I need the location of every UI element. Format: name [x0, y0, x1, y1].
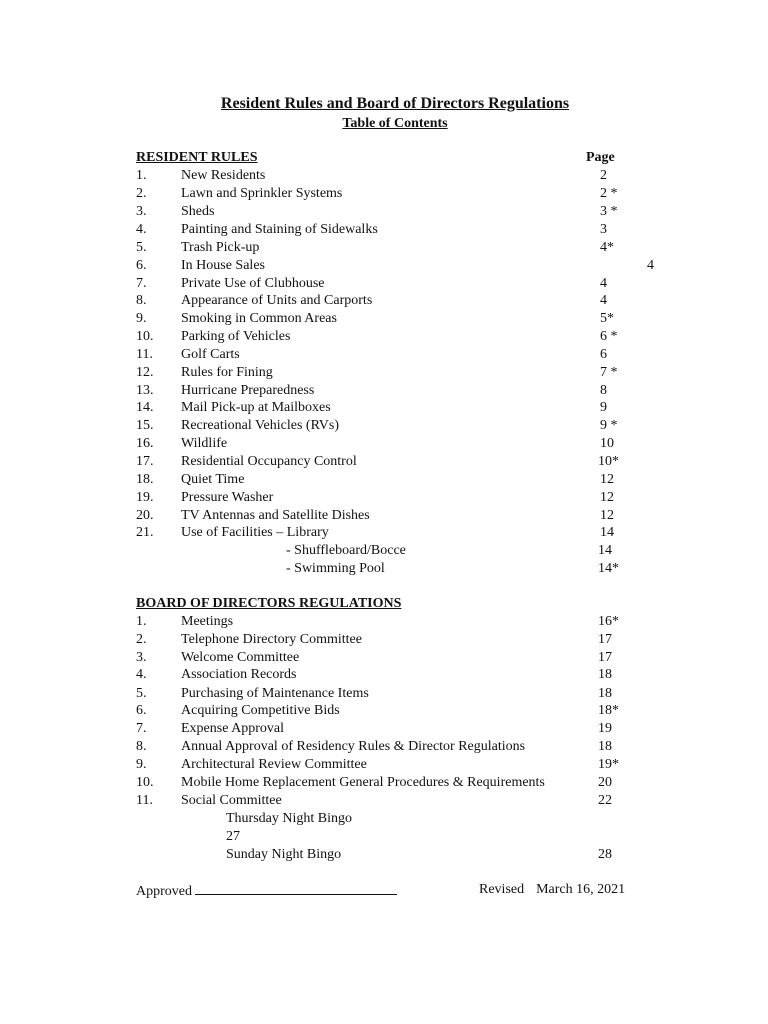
toc-entry: [0, 310, 768, 328]
entry-page-number: 10: [600, 436, 614, 451]
entry-number: 12.: [136, 365, 154, 380]
entry-number: 3.: [136, 204, 147, 219]
entry-number: 5.: [136, 240, 147, 255]
entry-number: 2.: [136, 632, 147, 647]
entry-title: Appearance of Units and Carports: [181, 293, 373, 308]
entry-number: 2.: [136, 186, 147, 201]
entry-title: Private Use of Clubhouse: [181, 276, 325, 291]
toc-entry: [0, 613, 768, 631]
entry-title: Meetings: [181, 614, 234, 629]
entry-page-number: 14: [600, 525, 614, 540]
entry-page-number: 3: [600, 222, 607, 237]
entry-title: Annual Approval of Residency Rules & Director Regulations: [181, 739, 526, 754]
entry-page-number: 12: [600, 472, 614, 487]
entry-title: Sunday Night Bingo: [226, 847, 342, 862]
toc-entry: [0, 524, 768, 542]
entry-number: 4.: [136, 222, 147, 237]
entry-title: Telephone Directory Committee: [181, 632, 362, 647]
entry-title: Recreational Vehicles (RVs): [181, 418, 340, 433]
entry-number: 8.: [136, 293, 147, 308]
entry-title: Rules for Fining: [181, 365, 273, 380]
entry-page-number: 2 *: [600, 186, 618, 201]
toc-entry: [0, 346, 768, 364]
entry-title: Trash Pick-up: [181, 240, 260, 255]
toc-entry: [0, 792, 768, 810]
entry-page-number: 9 *: [600, 418, 618, 433]
revised-line: [479, 881, 625, 899]
entry-title: Wildlife: [181, 436, 228, 451]
entry-number: 9.: [136, 757, 147, 772]
approved-line: [136, 881, 397, 901]
entry-page-number: 14: [598, 543, 612, 558]
entry-title: - Shuffleboard/Bocce: [286, 543, 406, 558]
entry-page-number: 9: [600, 400, 607, 415]
entry-page-number: 19: [598, 721, 612, 736]
resident-rules-heading: RESIDENT RULES: [136, 150, 258, 165]
entry-number: 4.: [136, 667, 147, 682]
toc-entry: [0, 702, 768, 720]
entry-page-number: 6: [600, 347, 607, 362]
entry-title: Thursday Night Bingo: [226, 811, 352, 826]
entry-number: 21.: [136, 525, 154, 540]
entry-page-number: 3 *: [600, 204, 618, 219]
entry-number: 13.: [136, 383, 154, 398]
entry-page-number: 4: [600, 276, 607, 291]
entry-page-number: 19*: [598, 757, 619, 772]
entry-page-number: 18*: [598, 703, 619, 718]
entry-title: Acquiring Competitive Bids: [181, 703, 340, 718]
toc-entry: [0, 774, 768, 792]
entry-page-number: 10*: [598, 454, 619, 469]
entry-title: Golf Carts: [181, 347, 240, 362]
toc-entry: [0, 292, 768, 310]
entry-number: 19.: [136, 490, 154, 505]
entry-page-number: 22: [598, 793, 612, 808]
entry-title: TV Antennas and Satellite Dishes: [181, 508, 370, 523]
toc-entry: [0, 453, 768, 471]
entry-page-number: 2: [600, 168, 607, 183]
entry-number: 7.: [136, 276, 147, 291]
entry-page-number: 28: [598, 847, 612, 862]
entry-title: Architectural Review Committee: [181, 757, 367, 772]
toc-sub-entry: [0, 846, 768, 864]
entry-number: 1.: [136, 168, 147, 183]
entry-title: Mobile Home Replacement General Procedures & Requirements: [181, 775, 545, 790]
toc-entry: [0, 257, 768, 275]
toc-entry: [0, 382, 768, 400]
entry-number: 16.: [136, 436, 154, 451]
document-title: Resident Rules and Board of Directors Regulations: [220, 95, 570, 112]
page-column-header: Page: [586, 150, 615, 165]
toc-entry: [0, 399, 768, 417]
entry-number: 1.: [136, 614, 147, 629]
toc-sub-entry: [0, 542, 768, 560]
toc-entry: [0, 221, 768, 239]
toc-entry: [0, 489, 768, 507]
entry-page-number: 4*: [600, 240, 614, 255]
entry-number: 6.: [136, 258, 147, 273]
entry-number: 5.: [136, 686, 147, 701]
signature-blank: [195, 881, 397, 895]
entry-number: 17.: [136, 454, 154, 469]
toc-entry: [0, 720, 768, 738]
approved-label: Approved: [136, 884, 192, 899]
entry-title: Pressure Washer: [181, 490, 274, 505]
entry-title: Welcome Committee: [181, 650, 300, 665]
entry-title: In House Sales: [181, 258, 265, 273]
board-regulations-heading: BOARD OF DIRECTORS REGULATIONS: [136, 596, 402, 611]
entry-number: 11.: [136, 793, 153, 808]
entry-page-number: 14*: [598, 561, 619, 576]
entry-page-number: 27: [226, 829, 240, 844]
entry-title: Parking of Vehicles: [181, 329, 291, 344]
entry-page-number: 7 *: [600, 365, 618, 380]
toc-entry: [0, 185, 768, 203]
entry-page-number: 4: [600, 293, 607, 308]
entry-title: Mail Pick-up at Mailboxes: [181, 400, 331, 415]
toc-sub-entry: [0, 810, 768, 844]
entry-page-number: 17: [598, 632, 612, 647]
toc-entry: [0, 435, 768, 453]
toc-entry: [0, 417, 768, 435]
entry-number: 20.: [136, 508, 154, 523]
revised-date: March 16, 2021: [536, 882, 626, 897]
toc-sub-entry: [0, 560, 768, 578]
entry-number: 11.: [136, 347, 153, 362]
entry-title: Hurricane Preparedness: [181, 383, 315, 398]
entry-page-number: 12: [600, 508, 614, 523]
entry-title: Sheds: [181, 204, 215, 219]
toc-entry: [0, 471, 768, 489]
entry-title: Use of Facilities – Library: [181, 525, 329, 540]
entry-number: 6.: [136, 703, 147, 718]
entry-page-number: 12: [600, 490, 614, 505]
toc-entry: [0, 756, 768, 774]
entry-number: 7.: [136, 721, 147, 736]
entry-title: Quiet Time: [181, 472, 245, 487]
entry-page-number: 18: [598, 686, 612, 701]
toc-entry: [0, 685, 768, 703]
toc-entry: [0, 275, 768, 293]
entry-number: 15.: [136, 418, 154, 433]
entry-page-number: 6 *: [600, 329, 618, 344]
entry-page-number: 20: [598, 775, 612, 790]
revised-label: Revised: [479, 882, 525, 897]
entry-page-number: 18: [598, 739, 612, 754]
toc-entry: [0, 203, 768, 221]
toc-entry: [0, 649, 768, 667]
entry-title: Social Committee: [181, 793, 282, 808]
entry-page-number: 4: [647, 258, 654, 273]
entry-number: 14.: [136, 400, 154, 415]
entry-number: 9.: [136, 311, 147, 326]
toc-entry: [0, 666, 768, 684]
entry-number: 18.: [136, 472, 154, 487]
toc-entry: [0, 738, 768, 756]
toc-entry: [0, 167, 768, 185]
entry-page-number: 18: [598, 667, 612, 682]
toc-entry: [0, 239, 768, 257]
entry-number: 3.: [136, 650, 147, 665]
entry-page-number: 8: [600, 383, 607, 398]
entry-number: 10.: [136, 329, 154, 344]
entry-title: Association Records: [181, 667, 297, 682]
toc-entry: [0, 328, 768, 346]
entry-title: New Residents: [181, 168, 266, 183]
entry-number: 10.: [136, 775, 154, 790]
toc-entry: [0, 364, 768, 382]
document-subtitle: Table of Contents: [342, 116, 448, 131]
entry-number: 8.: [136, 739, 147, 754]
entry-title: Purchasing of Maintenance Items: [181, 686, 369, 701]
entry-title: Lawn and Sprinkler Systems: [181, 186, 343, 201]
entry-title: - Swimming Pool: [286, 561, 385, 576]
toc-entry: [0, 631, 768, 649]
entry-title: Smoking in Common Areas: [181, 311, 337, 326]
toc-entry: [0, 507, 768, 525]
entry-title: Painting and Staining of Sidewalks: [181, 222, 378, 237]
entry-page-number: 16*: [598, 614, 619, 629]
entry-title: Residential Occupancy Control: [181, 454, 357, 469]
entry-page-number: 5*: [600, 311, 614, 326]
entry-page-number: 17: [598, 650, 612, 665]
entry-title: Expense Approval: [181, 721, 285, 736]
